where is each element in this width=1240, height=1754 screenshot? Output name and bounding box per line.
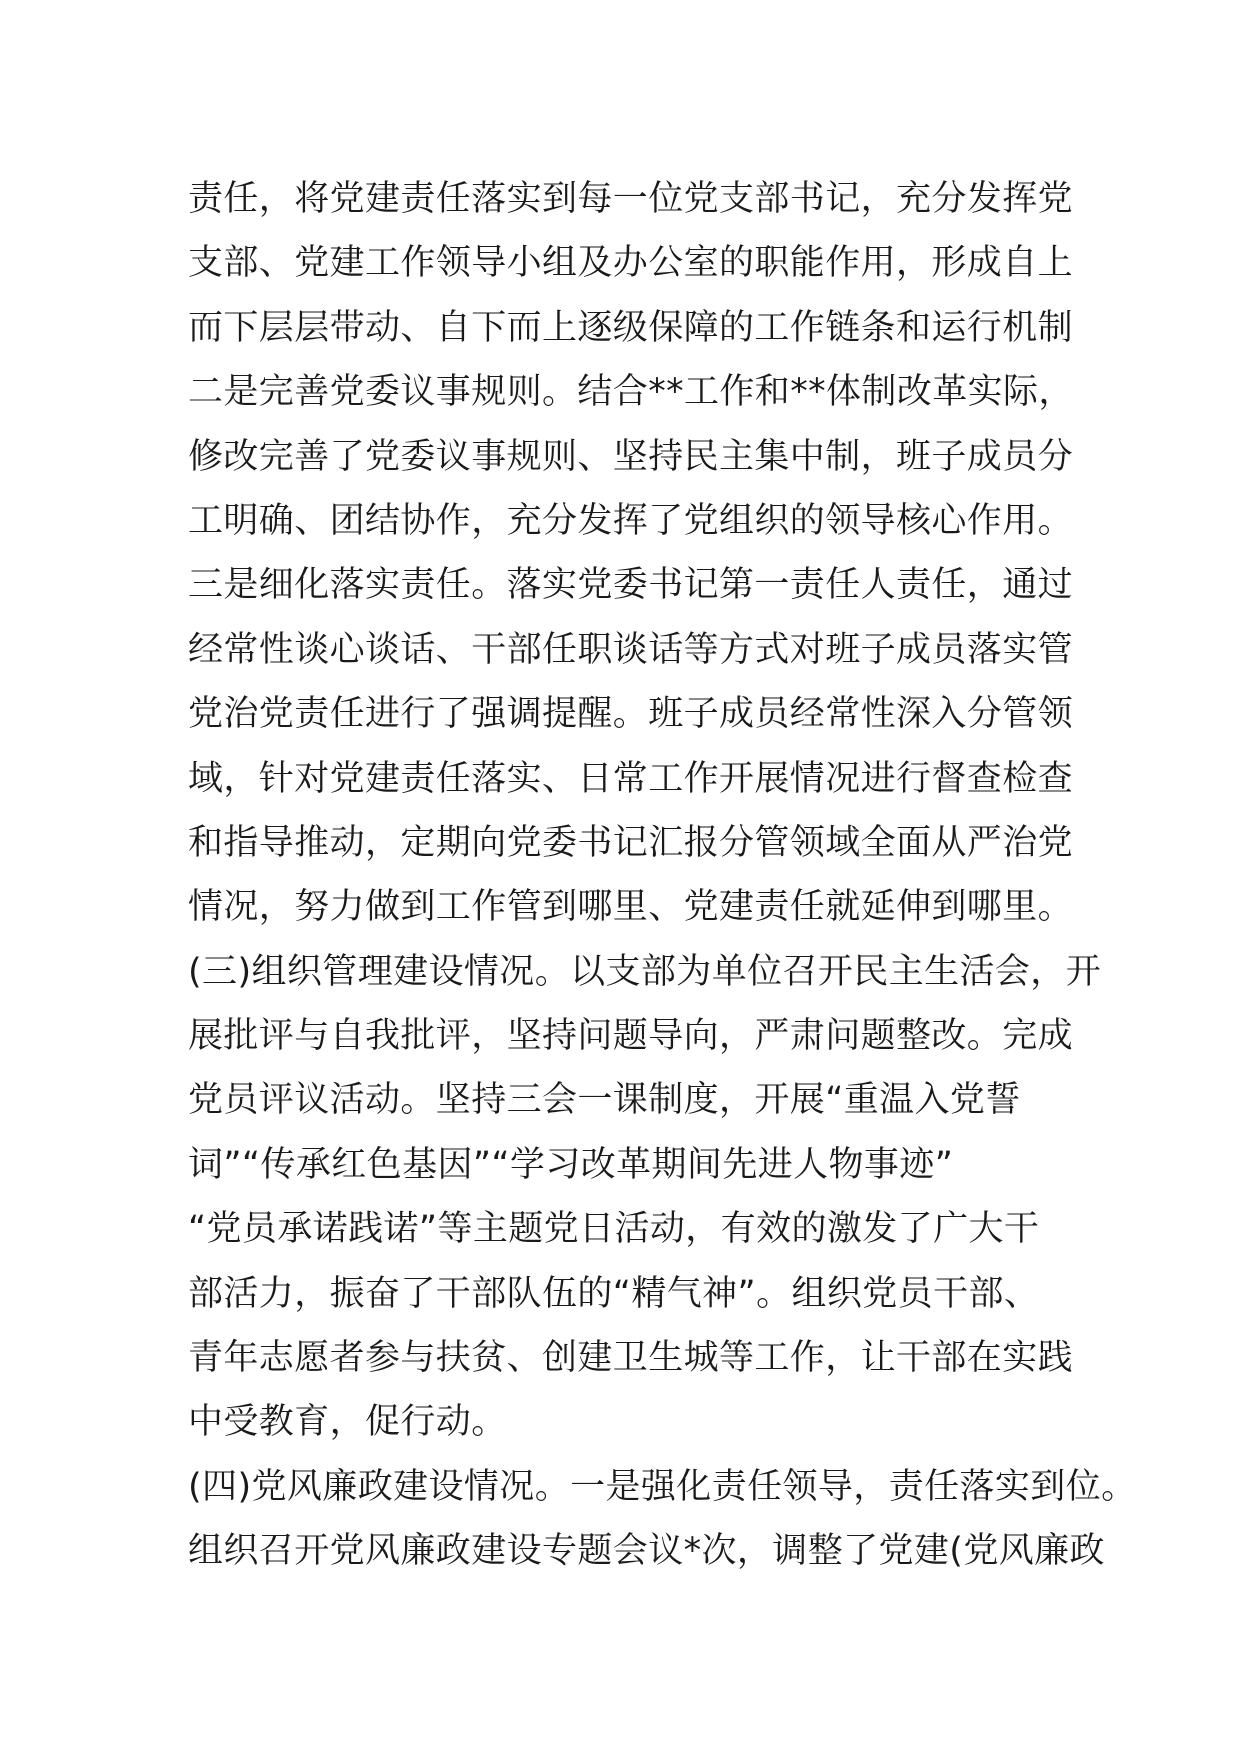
body-text: [188, 167, 1137, 1584]
text-line: 支部、党建工作领导小组及办公室的职能作用，形成自上: [188, 243, 1074, 284]
text-line: 责任，将党建责任落实到每一位党支部书记，充分发挥党: [188, 179, 1074, 219]
text-line: 经常性谈心谈话、干部任职谈话等方式对班子成员落实管: [188, 629, 1074, 670]
text-line: 和指导推动，定期向党委书记汇报分管领域全面从严治党: [188, 822, 1074, 863]
text-line: 党治党责任进行了强调提醒。班子成员经常性深入分管领: [188, 694, 1074, 735]
text-line: 情况，努力做到工作管到哪里、党建责任就延伸到哪里。: [188, 887, 1074, 928]
text-line: (三)组织管理建设情况。以支部为单位召开民主生活会，开: [188, 951, 1102, 992]
text-line: 工明确、团结协作，充分发挥了党组织的领导核心作用。: [188, 500, 1074, 541]
text-line: 修改完善了党委议事规则、坚持民主集中制，班子成员分: [188, 436, 1074, 477]
text-line: 展批评与自我批评，坚持问题导向，严肃问题整改。完成: [188, 1016, 1074, 1057]
text-line: 中受教育，促行动。: [188, 1402, 507, 1443]
text-line: 词”“传承红色基因”“学习改革期间先进人物事迹”: [188, 1144, 954, 1185]
text-line: 党员评议活动。坚持三会一课制度，开展“重温入党誓: [188, 1080, 1021, 1121]
text-line: 而下层层带动、自下而上逐级保障的工作链条和运行机制: [188, 307, 1074, 348]
text-line: 二是完善党委议事规则。结合**工作和**体制改革实际，: [188, 372, 1074, 413]
text-line: 部活力，振奋了干部队伍的“精气神”。组织党员干部、: [188, 1273, 1040, 1314]
text-line: 组织召开党风廉政建设专题会议*次，调整了党建(党风廉政: [188, 1531, 1105, 1572]
text-line: 青年志愿者参与扶贫、创建卫生城等工作，让干部在实践: [188, 1338, 1074, 1379]
text-line: 域，针对党建责任落实、日常工作开展情况进行督查检查: [188, 758, 1074, 799]
text-line: “党员承诺践诺”等主题党日活动，有效的激发了广大干: [188, 1209, 1040, 1250]
text-line: (四)党风廉政建设情况。一是强化责任领导，责任落实到位。: [188, 1466, 1137, 1507]
text-line: 三是细化落实责任。落实党委书记第一责任人责任，通过: [188, 565, 1074, 606]
